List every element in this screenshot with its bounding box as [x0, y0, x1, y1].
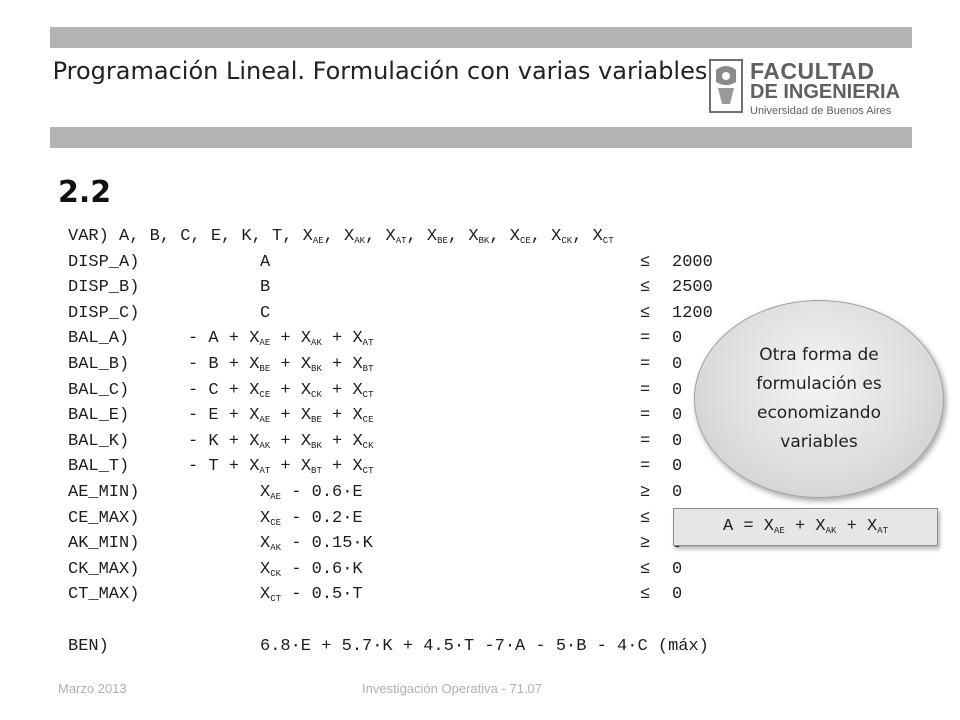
page-title: Programación Lineal. Formulación con varias variables [52, 57, 708, 85]
footer-date: Marzo 2013 [58, 681, 127, 696]
header-band-bottom [50, 127, 912, 148]
header-band-top [50, 27, 912, 48]
equation-box: $A = X_{AE} + X_{AK} + X_{AT}$ [673, 508, 938, 546]
faculty-logo [708, 56, 908, 120]
logo-line-university: Universidad de Buenos Aires [750, 105, 892, 117]
section-number: 2.2 [58, 175, 112, 210]
callout-bubble [694, 300, 944, 498]
footer-course: Investigación Operativa - 71.07 [362, 681, 542, 696]
logo-line-engineering: DE INGENIERIA [750, 81, 901, 103]
university-emblem-icon [708, 58, 744, 114]
logo-line-faculty: FACULTAD [750, 58, 875, 84]
callout-text: Otra forma de formulación es economizando variables [756, 345, 882, 452]
